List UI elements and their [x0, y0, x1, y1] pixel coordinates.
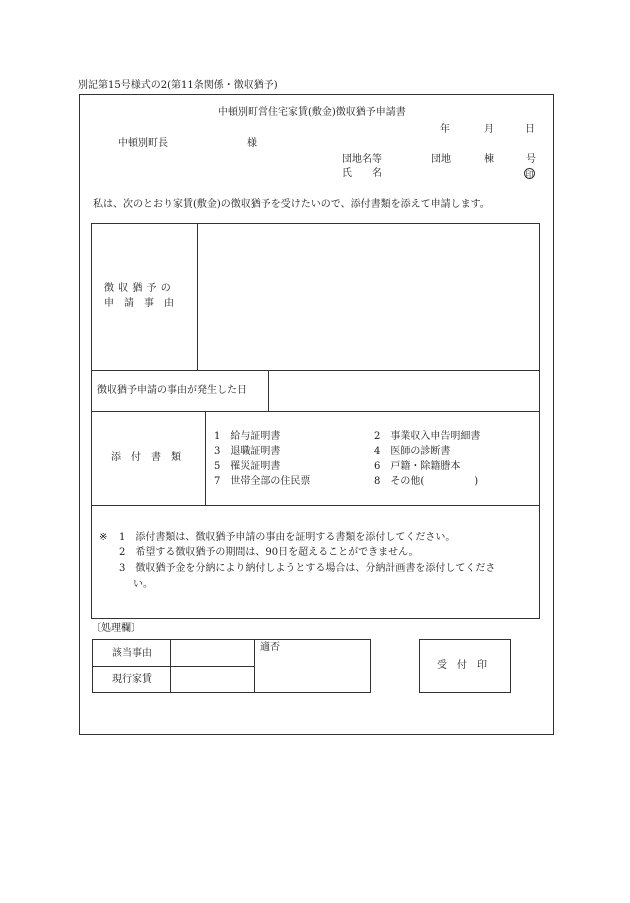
applicable-reason-field[interactable] [171, 640, 253, 665]
note-item: 2 希望する徴収猶予の期間は、90日を超えることができません。 [119, 547, 419, 558]
intro-sentence: 私は、次のとおり家賃(敷金)の徴収猶予を受けたいので、添付書類を添えて申請します。 [93, 199, 490, 210]
notes-mark: ※ [99, 532, 108, 543]
attachments-divider [205, 411, 206, 505]
danchi-label: 団地名等 [342, 154, 382, 165]
date-month-label: 月 [484, 124, 494, 135]
note-item: 3 徴収猶予金を分納により納付しようとする場合は、分納計画書を添付してくださ [119, 563, 496, 574]
receipt-stamp-label: 受 付 印 [437, 660, 487, 671]
name-label: 氏 名 [342, 168, 382, 179]
current-rent-field[interactable] [171, 667, 253, 692]
date-day-label: 日 [525, 124, 535, 135]
form-title: 中頓別町営住宅家賃(敷金)徴収猶予申請書 [218, 107, 406, 118]
note-item: 1 添付書類は、徴収猶予申請の事由を証明する書類を添付してください。 [119, 532, 456, 543]
row-divider-2 [91, 411, 540, 412]
attachment-item: 7 世帯全部の住民票 [214, 476, 311, 487]
attachments-label: 添 付 書 類 [111, 452, 181, 463]
attachment-item: 5 罹災証明書 [214, 461, 281, 472]
attachment-item: 4 医師の診断書 [374, 446, 451, 457]
processing-label: 〔処理欄〕 [91, 623, 141, 634]
current-rent-label: 現行家賃 [112, 674, 152, 685]
reason-label-line1: 徴 収 猶 予 の [104, 283, 172, 294]
danchi-unit: 団地 [431, 154, 451, 165]
note-item: い。 [133, 579, 153, 590]
attachment-item: 1 給与証明書 [214, 431, 281, 442]
row-divider-3 [91, 505, 540, 506]
processing-divider-v2 [254, 639, 255, 693]
gou-unit: 号 [526, 154, 536, 165]
seal-mark: 印 [525, 170, 534, 179]
form-caption: 別記第15号様式の2(第11条関係・徴収猶予) [78, 80, 278, 91]
tou-unit: 棟 [484, 154, 494, 165]
reason-label-line2: 申 請 事 由 [104, 298, 174, 309]
occurred-date-field[interactable] [269, 371, 539, 410]
reason-input-area[interactable] [198, 224, 539, 369]
date-year-label: 年 [440, 124, 450, 135]
addressee-honorific: 様 [247, 138, 257, 149]
attachment-item: 6 戸籍・除籍謄本 [374, 461, 461, 472]
occurred-date-label: 徴収猶予申請の事由が発生した日 [97, 385, 247, 396]
attachment-item: 2 事業収入申告明細書 [374, 431, 481, 442]
applicable-reason-label: 該当事由 [112, 648, 152, 659]
attachment-item: 8 その他( ) [374, 476, 479, 487]
addressee-name: 中頓別町長 [118, 138, 168, 149]
attachment-item: 3 退職証明書 [214, 446, 281, 457]
approval-label: 適否 [260, 642, 280, 653]
